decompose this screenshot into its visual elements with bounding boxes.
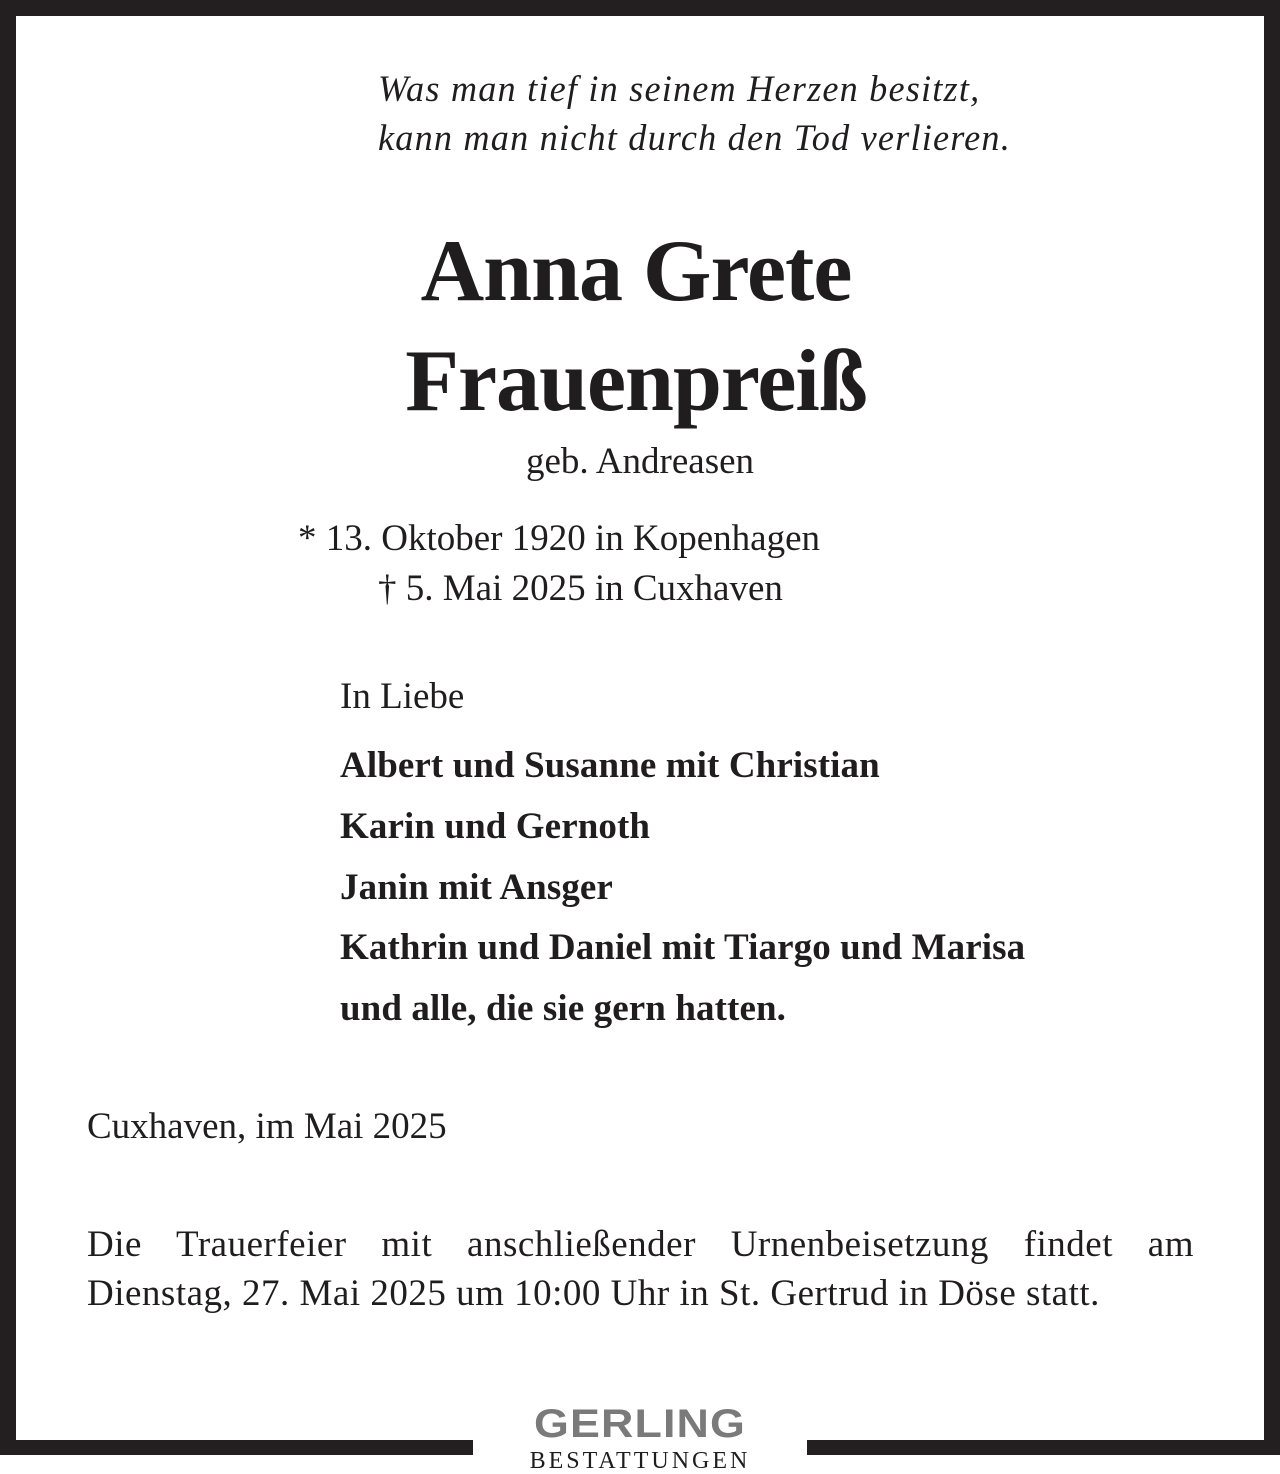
frame-border-left	[0, 0, 16, 1455]
mourner-line: und alle, die sie gern hatten.	[340, 988, 786, 1029]
mourners-intro: In Liebe	[340, 676, 465, 717]
frame-border-bottom-left	[0, 1440, 473, 1455]
frame-border-top	[0, 0, 1280, 16]
birth-date: * 13. Oktober 1920 in Kopenhagen	[298, 518, 821, 559]
frame-border-bottom-right	[807, 1440, 1280, 1455]
mourner-line: Janin mit Ansger	[340, 867, 613, 908]
deceased-name-first: Anna Grete	[420, 223, 852, 320]
quote-line-1: Was man tief in seinem Herzen besitzt,	[378, 69, 981, 110]
funeral-home-name: GERLING	[534, 1402, 746, 1446]
maiden-name: geb. Andreasen	[525, 441, 755, 482]
mourner-line: Albert und Susanne mit Christian	[340, 745, 880, 786]
funeral-home-subtitle: BESTATTUNGEN	[529, 1448, 751, 1474]
mourner-line: Karin und Gernoth	[340, 806, 651, 847]
deceased-name-last: Frauenpreiß	[405, 333, 867, 430]
mourner-line: Kathrin und Daniel mit Tiargo und Marisa	[340, 927, 1026, 968]
place-and-date: Cuxhaven, im Mai 2025	[87, 1106, 447, 1147]
quote-line-2: kann man nicht durch den Tod verlieren.	[378, 118, 1011, 159]
funeral-home-logo	[473, 1404, 807, 1474]
death-date: † 5. Mai 2025 in Cuxhaven	[378, 568, 783, 609]
service-notice: Die Trauerfeier mit anschließender Urnenbeisetzung findet am Dienstag, 27. Mai 2025 um 10:00 Uhr in St. Gertrud in Döse statt.	[87, 1224, 1194, 1314]
frame-border-right	[1264, 0, 1280, 1455]
